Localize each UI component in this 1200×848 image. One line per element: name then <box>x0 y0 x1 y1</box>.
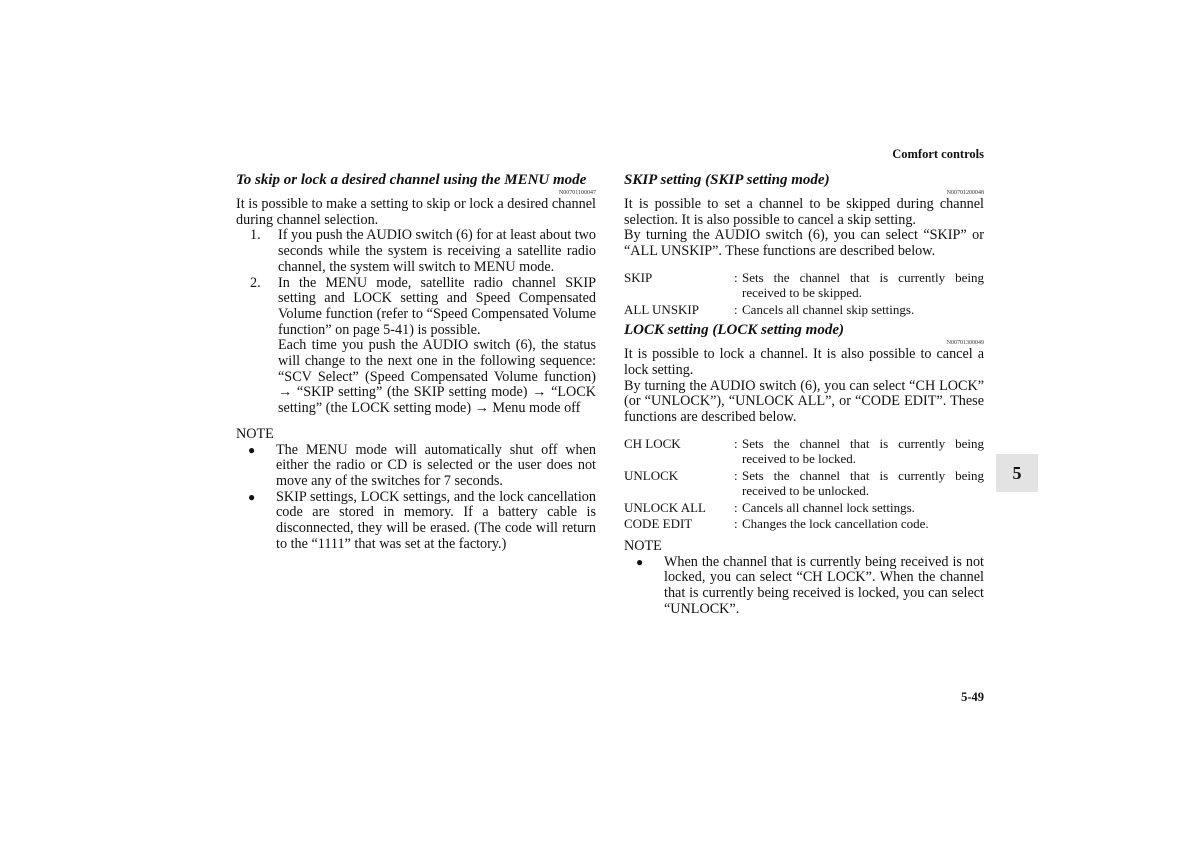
note-label: NOTE <box>624 537 662 554</box>
lock-definitions-table <box>624 436 984 533</box>
definition-term: UNLOCK ALL <box>624 499 706 515</box>
step-item <box>236 276 596 417</box>
left-heading: To skip or lock a desired channel using the MENU mode <box>236 172 587 188</box>
note-text: The MENU mode will automatically shut off when either the radio or CD is selected or the user does not move any of the switches for 7 seconds. <box>276 441 596 489</box>
definition-description: Cancels all channel skip settings. <box>742 301 915 317</box>
definition-row <box>624 500 984 517</box>
skip-reference-code: N00701200048 <box>946 190 984 196</box>
left-intro: It is possible to make a setting to skip or lock a desired channel during channel selection. <box>236 196 596 228</box>
definition-colon: : <box>734 269 738 285</box>
left-reference-code: N00701100047 <box>558 190 596 196</box>
step-number: 2. <box>250 274 261 291</box>
definition-term: ALL UNSKIP <box>624 301 699 317</box>
chapter-tab: 5 <box>996 454 1038 492</box>
bullet-icon: ● <box>636 554 644 569</box>
definition-row <box>624 436 984 468</box>
lock-heading: LOCK setting (LOCK setting mode) <box>624 322 845 339</box>
definition-description: Changes the lock cancellation code. <box>742 516 929 532</box>
note-label: NOTE <box>236 425 274 442</box>
definition-row <box>624 516 984 533</box>
lock-paragraph-1: It is possible to lock a channel. It is also possible to cancel a lock setting. <box>624 346 984 379</box>
note-text: When the channel that is currently being received is not locked, you can select “CH LOCK”. When the channel that is currently being received is locked, you can select “UNLOCK”. <box>664 553 984 617</box>
step-text: In the MENU mode, satellite radio channel SKIP setting and LOCK setting and Speed Compensated Volume function (refer to “Speed Compensated Volume function” on page 5-41) is possible. <box>278 274 596 338</box>
skip-definitions-table <box>624 270 984 319</box>
definition-term: CODE EDIT <box>624 516 693 532</box>
definition-colon: : <box>734 499 738 515</box>
note-item <box>624 555 984 618</box>
definition-colon: : <box>734 435 738 451</box>
step-text: If you push the AUDIO switch (6) for at least about two seconds while the system is receiving a satellite radio channel, the system will switch to MENU mode. <box>278 227 596 275</box>
skip-paragraph-2: By turning the AUDIO switch (6), you can select “SKIP” or “ALL UNSKIP”. These functions are described below. <box>624 227 984 260</box>
step-item <box>236 228 596 275</box>
definition-description: Sets the channel that is currently being received to be locked. <box>742 435 984 467</box>
right-column <box>624 172 984 617</box>
lock-paragraph-2: By turning the AUDIO switch (6), you can select “CH LOCK” (or “UNLOCK”), “UNLOCK ALL”, or “CODE EDIT”. These functions are described below. <box>624 377 984 426</box>
definition-row <box>624 468 984 500</box>
step-number: 1. <box>250 227 261 244</box>
definition-description: Cancels all channel lock settings. <box>742 499 915 515</box>
definition-colon: : <box>734 516 738 532</box>
skip-paragraph-1: It is possible to set a channel to be skipped during channel selection. It is also possible to cancel a skip setting. <box>624 196 984 228</box>
note-item <box>236 490 596 553</box>
definition-description: Sets the channel that is currently being received to be skipped. <box>742 269 984 301</box>
definition-term: CH LOCK <box>624 435 681 451</box>
definition-colon: : <box>734 467 738 483</box>
definition-row <box>624 302 984 319</box>
left-column <box>236 172 596 552</box>
bullet-icon: ● <box>248 442 256 457</box>
note-text: SKIP settings, LOCK settings, and the lock cancellation code are stored in memory. If a battery cable is disconnected, they will be erased. (The code will return to the “1111” that was set at the factory.) <box>276 488 596 552</box>
definition-colon: : <box>734 301 738 317</box>
definition-term: UNLOCK <box>624 467 679 483</box>
definition-term: SKIP <box>624 269 653 285</box>
section-header: Comfort controls <box>892 147 984 161</box>
note-item <box>236 443 596 490</box>
step-extra-text: Each time you push the AUDIO switch (6), the status will change to the next one in the following sequence: “SCV Select” (Speed Compensated Volume function) → “SKIP setting” (the SKIP setting mode) → “LOCK setting” (the LOCK setting mode) → Menu mode off <box>278 337 596 417</box>
definition-description: Sets the channel that is currently being received to be unlocked. <box>742 467 984 499</box>
page-number: 5-49 <box>961 690 984 704</box>
lock-reference-code: N00701300049 <box>946 340 984 347</box>
bullet-icon: ● <box>248 489 256 504</box>
skip-heading: SKIP setting (SKIP setting mode) <box>624 172 830 188</box>
definition-row <box>624 270 984 302</box>
